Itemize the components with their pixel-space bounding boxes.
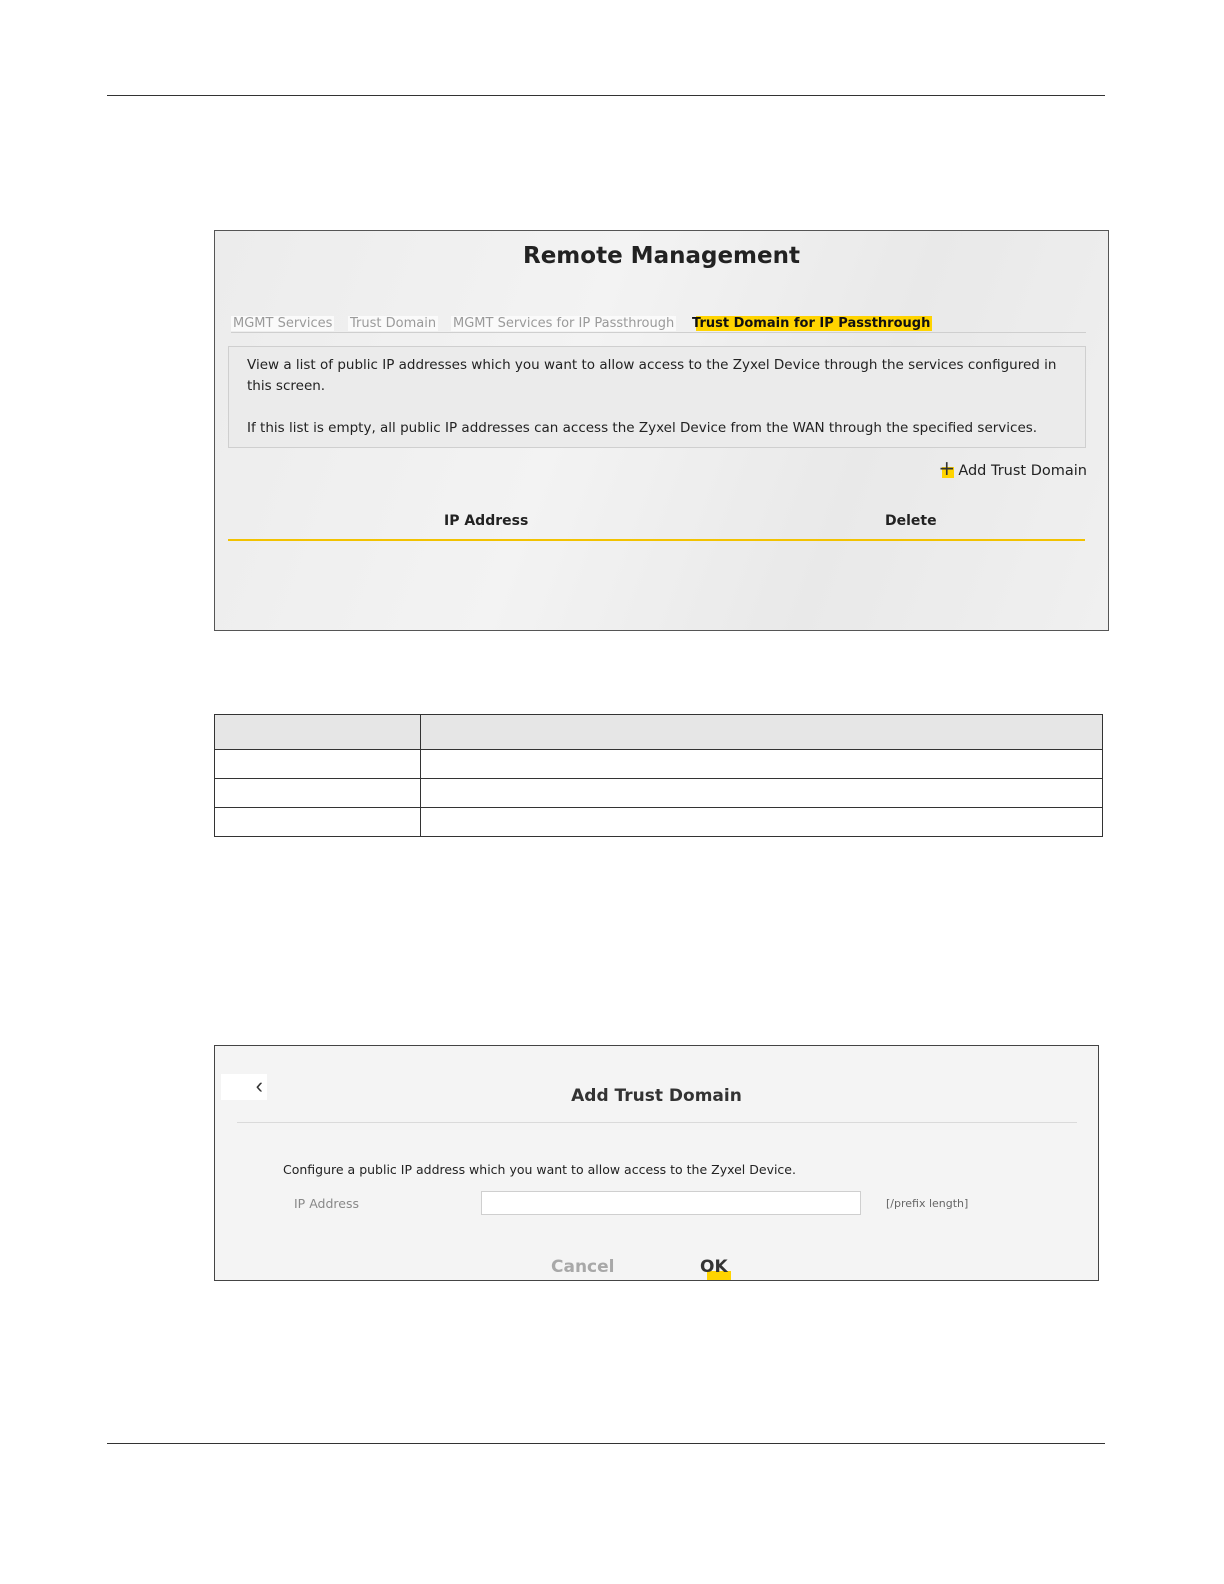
table-header-row: [215, 715, 1103, 750]
table-row: [215, 779, 1103, 808]
column-delete: Delete: [885, 513, 937, 529]
table-cell: [215, 779, 421, 808]
column-ip-address: IP Address: [444, 513, 529, 529]
cancel-button[interactable]: Cancel: [551, 1257, 615, 1277]
table-header: [228, 511, 1085, 541]
dialog-title: Add Trust Domain: [571, 1086, 742, 1106]
back-arrow-icon[interactable]: ‹: [221, 1074, 267, 1100]
table-cell: [215, 808, 421, 837]
table-cell: [215, 750, 421, 779]
add-trust-domain-button[interactable]: [939, 463, 1087, 479]
ok-button[interactable]: OK: [700, 1257, 728, 1277]
prefix-length-hint: [/prefix length]: [886, 1197, 969, 1210]
table-cell: [215, 715, 421, 750]
page-title: Remote Management: [523, 243, 800, 269]
tab-mgmt-services-ip-passthrough[interactable]: MGMT Services for IP Passthrough: [453, 316, 675, 331]
ip-address-label: IP Address: [294, 1196, 359, 1211]
info-text-2: If this list is empty, all public IP addresses can access the Zyxel Device from the WAN through the specified services.: [247, 420, 1038, 436]
field-table: [214, 714, 1103, 837]
info-box: [228, 346, 1086, 448]
dialog-description: Configure a public IP address which you want to allow access to the Zyxel Device.: [283, 1162, 796, 1177]
table-row: [215, 808, 1103, 837]
info-text-1: View a list of public IP addresses which you want to allow access to the Zyxel Device through the services configured in this screen.: [247, 357, 1057, 394]
tab-mgmt-services[interactable]: MGMT Services: [233, 316, 333, 331]
table-cell: [421, 750, 1103, 779]
tab-bar: [231, 316, 1086, 333]
plus-icon: [939, 463, 954, 478]
table-row: [215, 750, 1103, 779]
add-trust-domain-screenshot: [214, 1045, 1099, 1281]
divider: [237, 1122, 1077, 1123]
table-cell: [421, 808, 1103, 837]
table-cell: [421, 779, 1103, 808]
add-trust-domain-label: Add Trust Domain: [958, 463, 1087, 479]
ip-address-input[interactable]: [481, 1191, 861, 1215]
header-rule: [107, 95, 1105, 96]
table-cell: [421, 715, 1103, 750]
tab-trust-domain[interactable]: Trust Domain: [350, 316, 437, 331]
remote-management-screenshot: [214, 230, 1109, 631]
footer-rule: [107, 1443, 1105, 1444]
tab-trust-domain-ip-passthrough[interactable]: Trust Domain for IP Passthrough: [692, 316, 931, 331]
